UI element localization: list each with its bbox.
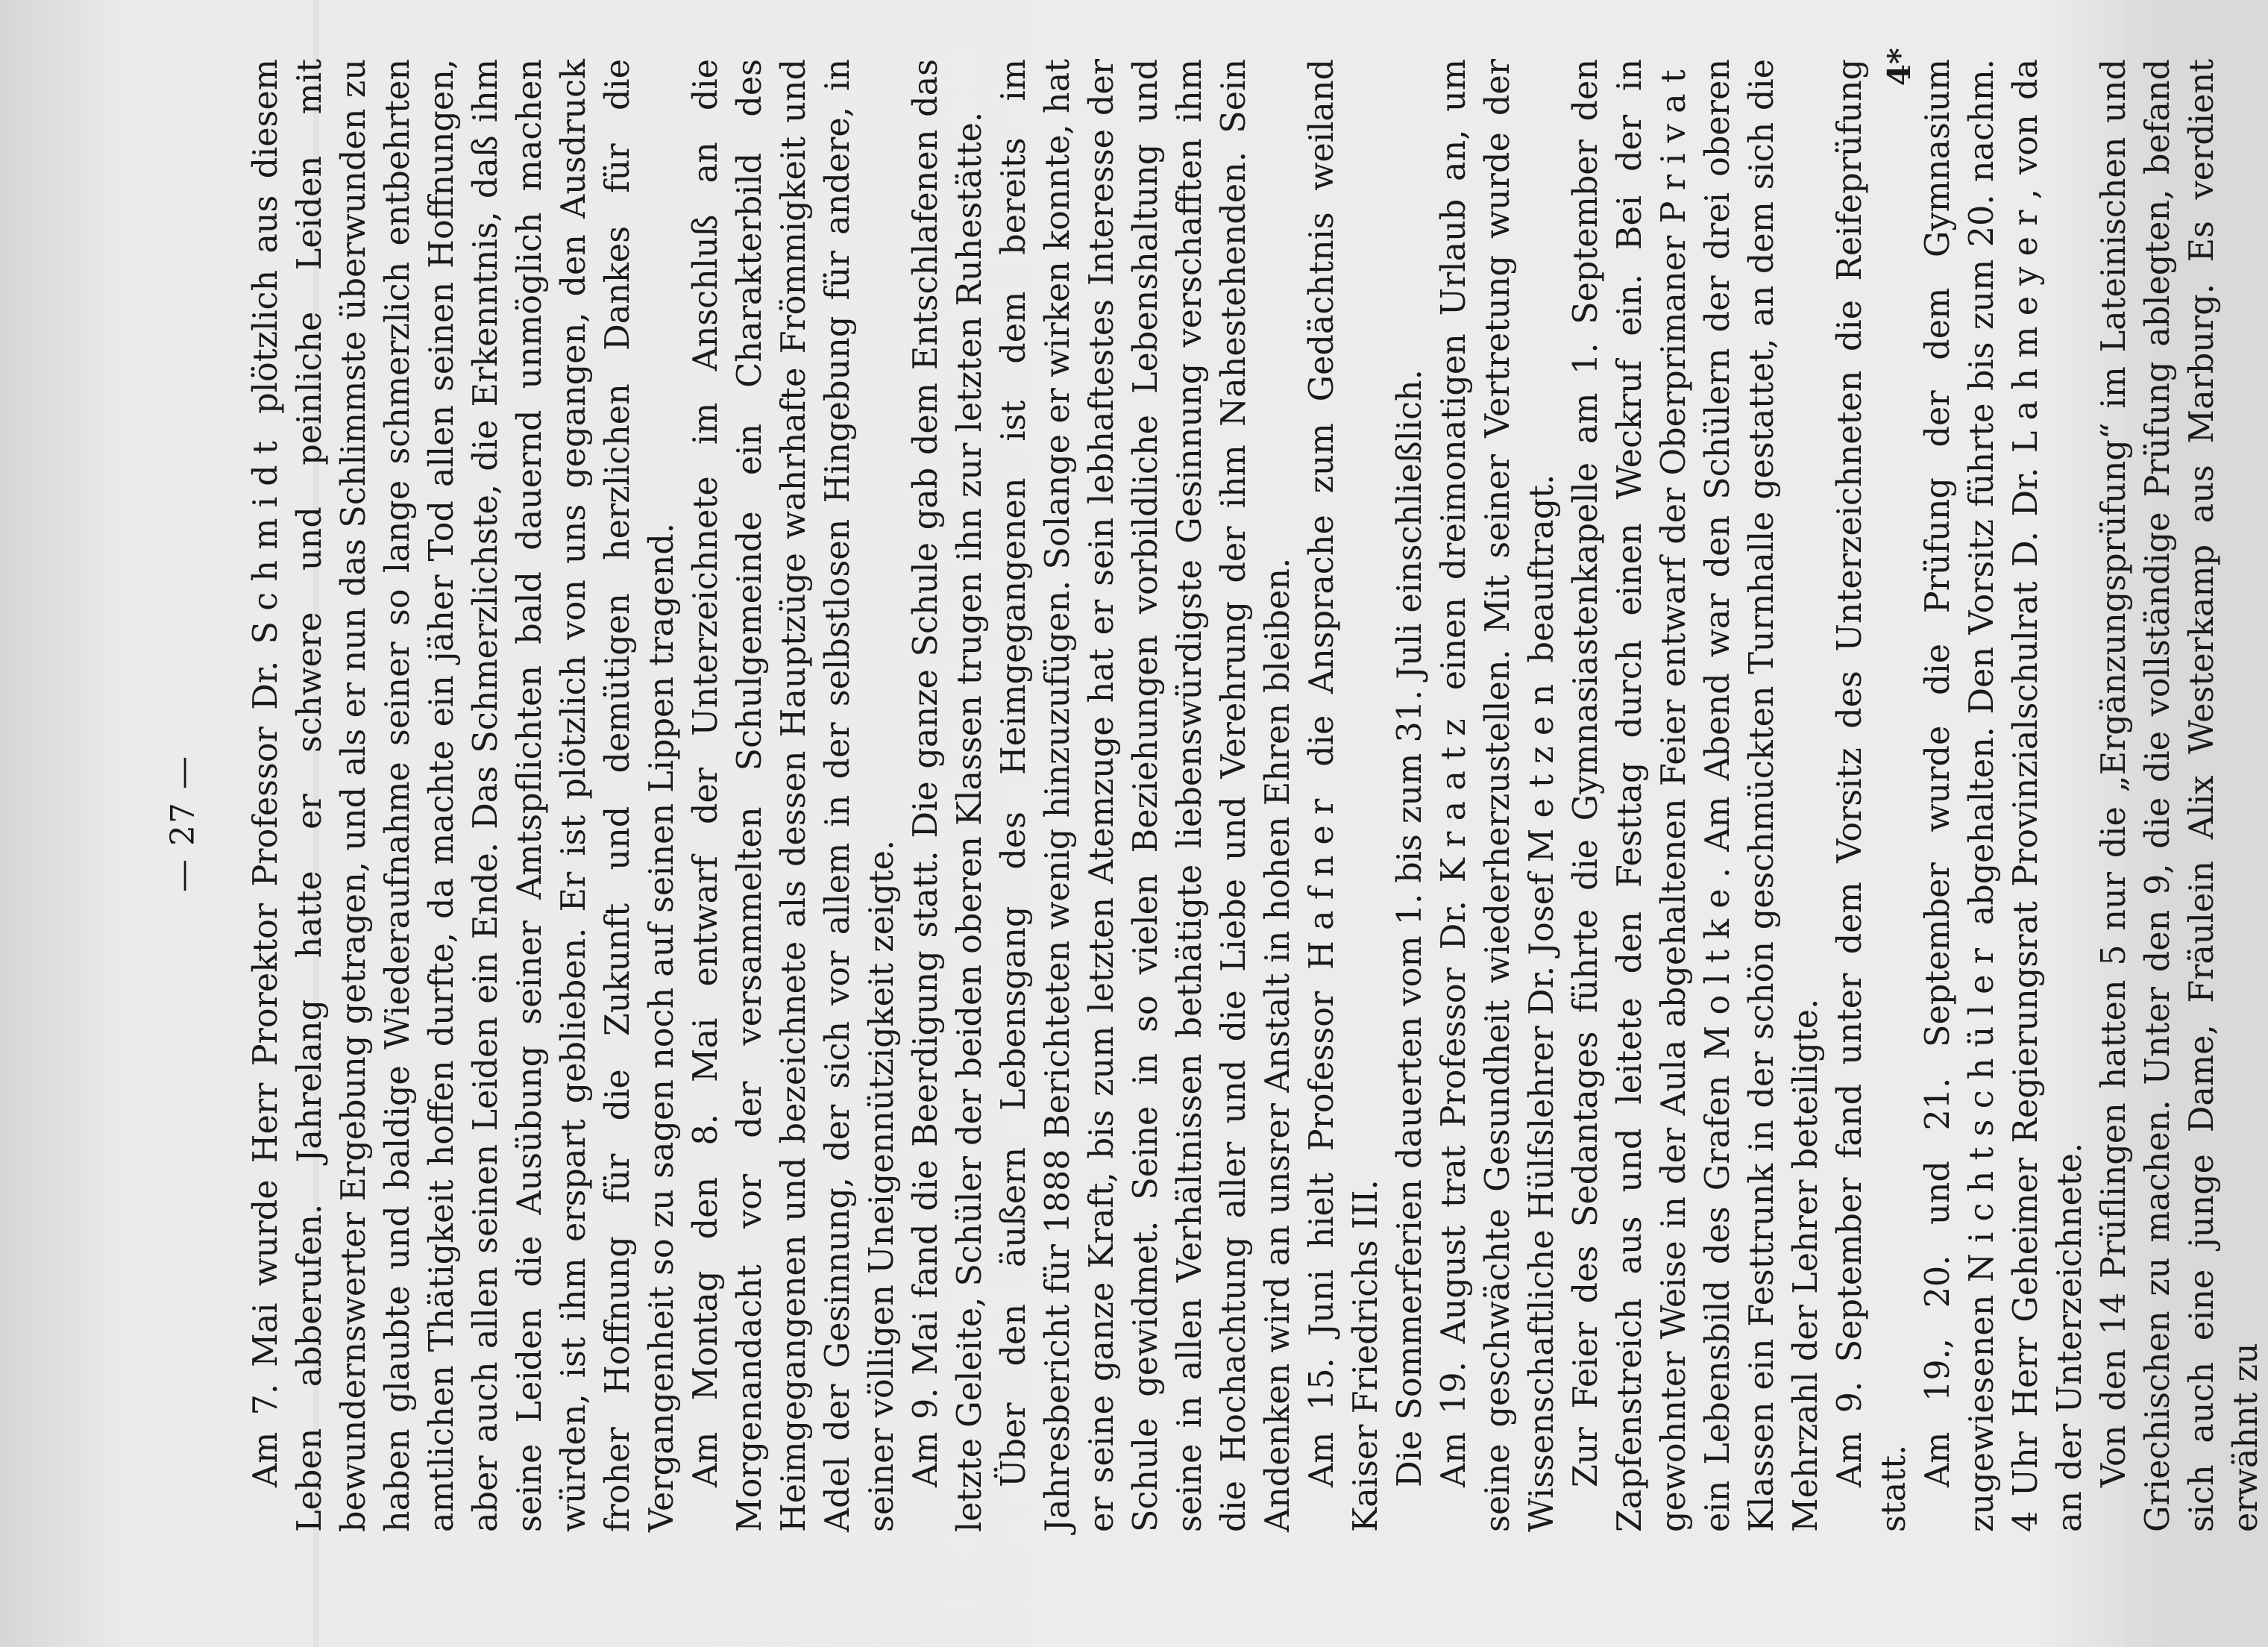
paragraph bbox=[904, 59, 992, 1532]
text-run: Zur Feier des Sedantages führte die Gymnasiastenkapelle am 1. September den Zapfenstreich aus und leitete den Festtag durch einen Weckruf ein. Bei der in gewohnter Weise in der Aula abgehaltenen Feier entwarf der Oberprimaner bbox=[1567, 59, 1693, 1532]
paragraph bbox=[684, 59, 904, 1532]
paragraph bbox=[1828, 59, 1916, 1532]
spaced-name: Privat bbox=[1655, 59, 1693, 224]
spaced-name: Kraatz bbox=[1435, 708, 1473, 883]
text-run: beauftragt. bbox=[1523, 474, 1561, 674]
paragraph bbox=[1564, 59, 1828, 1532]
text-run: plötzlich aus diesem Leben abberufen. Jahrelang hatte er schwere und peinliche Leiden mit bewundernswerter Ergebung getragen, und als er nun das Schlimmste überwunden zu haben glaubte und baldige Wiederaufnahme seiner so lange schmerzlich entbehrten amtlichen Thätigkeit hoffen durfte, da machte ein jäher Tod allen seinen Hoffnungen, aber auch allen seinen Leiden ein Ende. Das Schmerzlichste, die Erkenntnis, daß ihm seine Leiden die Ausübung seiner Amtspflichten bald dauernd unmöglich machen würden, ist ihm erspart geblieben. Er ist plötzlich von uns gegangen, den Ausdruck froher Hoffnung für die Zukunft und demütigen herzlichen Dankes für die Vergangenheit so zu sagen noch auf seinen Lippen tragend. bbox=[247, 59, 681, 1532]
spaced-name: Metzen bbox=[1523, 673, 1561, 863]
text-run: Am 15. Juni hielt Professor bbox=[1303, 970, 1341, 1487]
text-run: Am 19. August trat Professor Dr. bbox=[1435, 882, 1473, 1487]
text-run: einen dreimonatigen Urlaub an, um seine geschwächte Gesundheit wiederherzustellen. Mit seiner Vertretung wurde der Wissenschaftliche Hülfslehrer Dr. Josef bbox=[1435, 59, 1561, 1532]
printer-signature-mark: 4* bbox=[1881, 48, 1917, 87]
text-run: die Ansprache zum Gedächtnis weiland Kaiser Friedrichs III. bbox=[1303, 59, 1385, 1532]
spaced-name: Schmidt bbox=[247, 430, 285, 644]
page-body-text bbox=[244, 59, 2268, 1532]
spaced-name: Nichtschüler bbox=[1963, 937, 2001, 1283]
text-run: abgehalten. Den Vorsitz führte bis zum 20. nachm. 4 Uhr Herr Geheimer Regierungsrat Provinzialschulrat D. Dr. bbox=[1963, 59, 2045, 1532]
text-run: . Am Abend war den Schülern der drei oberen Klassen ein Festtrunk in der schön geschmückten Turnhalle gestattet, an dem sich die Mehrzahl der Lehrer beteiligte. bbox=[1699, 59, 1825, 1532]
text-run: Am 9. Mai fand die Beerdigung statt. Die ganze Schule gab dem Entschlafenen das letzte Geleite, Schüler der beiden oberen Klassen trugen ihn zur letzten Ruhestätte. bbox=[907, 59, 989, 1532]
spaced-name: Lahmeyer bbox=[2007, 199, 2045, 454]
text-run: , von da an der Unterzeichnete. bbox=[2007, 58, 2089, 1532]
text-run: ein Lebensbild des Grafen bbox=[1699, 1059, 1737, 1532]
paragraph bbox=[1432, 59, 1564, 1532]
text-run: Am 9. September fand unter dem Vorsitz des Unterzeichneten die Reifeprüfung statt. bbox=[1831, 59, 1913, 1532]
paragraph bbox=[1300, 59, 1388, 1532]
paragraph bbox=[244, 59, 684, 1532]
rotated-page bbox=[76, 3, 2265, 1644]
paragraph bbox=[1388, 59, 1432, 1532]
text-run: Die Sommerferien dauerten vom 1. bis zum 31. Juli einschließlich. bbox=[1391, 369, 1429, 1487]
text-run: Am 19., 20. und 21. September wurde die Prüfung der dem Gymnasium zugewiesenen bbox=[1919, 59, 2001, 1532]
text-run: Über den äußern Lebensgang des Heimgegangenen ist dem bereits im Jahresbericht für 1888 Berichteten wenig hinzuzufügen. Solange er wirken konnte, hat er seine ganze Kraft, bis zum letzten Atemzuge hat er sein lebhaftestes Interesse der Schule gewidmet. Seine in so vielen Beziehungen vorbildliche Lebenshaltung und seine in allen Verhältnissen bethätigte liebenswürdigste Gesinnung verschafften ihm die Hochachtung aller und die Liebe und Verehrung der ihm Nahestehenden. Sein Andenken wird an unsrer Anstalt in hohen Ehren bleiben. bbox=[995, 59, 1297, 1532]
spaced-name: Moltke bbox=[1699, 878, 1737, 1060]
paragraph bbox=[2092, 59, 2268, 1532]
text-run: Am 7. Mai wurde Herr Prorektor Professor Dr. bbox=[247, 644, 285, 1487]
paragraph bbox=[1916, 59, 2092, 1532]
page-number: — 27 — bbox=[164, 755, 202, 892]
paragraph bbox=[992, 59, 1300, 1532]
text-run: Von den 14 Prüflingen hatten 5 nur die „Ergänzungsprüfung“ im Lateinischen und Griechischen zu machen. Unter den 9, die die vollständige Prüfung ablegten, befand sich auch eine junge Dame, Fräulein Alix Westerkamp aus Marburg. Es verdient erwähnt zu bbox=[2095, 59, 2265, 1532]
text-run: Am Montag den 8. Mai entwarf der Unterzeichnete im Anschluß an die Morgenandacht vor der versammelten Schulgemeinde ein Charakterbild des Heimgegangenen und bezeichnete als dessen Hauptzüge wahrhafte Frömmigkeit und Adel der Gesinnung, der sich vor allem in der selbstlosen Hingebung für andere, in seiner völligen Uneigennützigkeit zeigte. bbox=[687, 59, 901, 1532]
spaced-name: Hafner bbox=[1303, 788, 1341, 970]
